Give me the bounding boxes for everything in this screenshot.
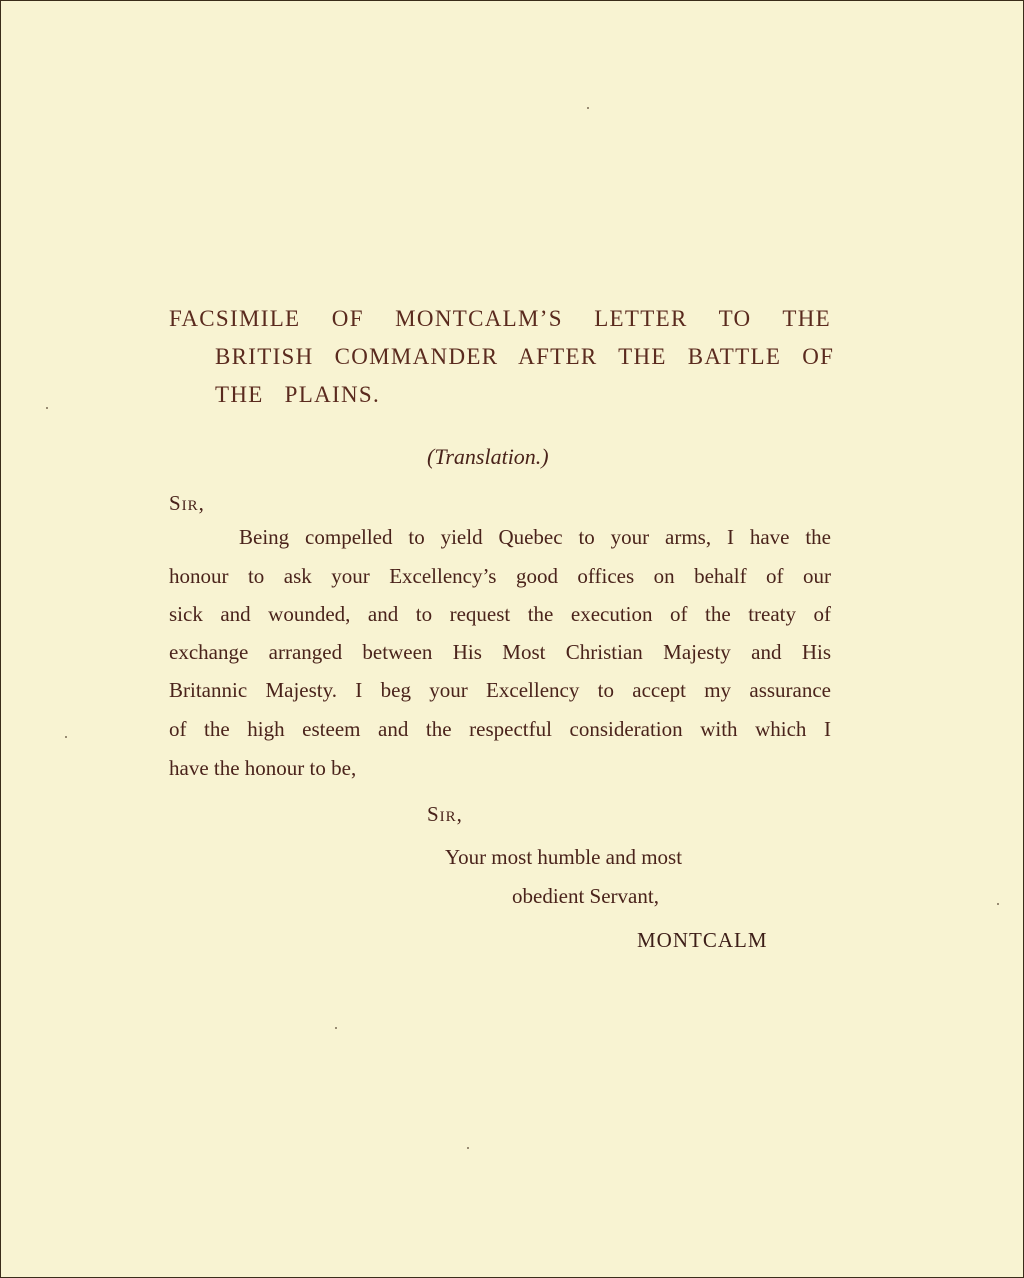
heading-line-1: FACSIMILE OF MONTCALM’S LETTER TO THE [169,306,831,331]
body-line: exchange arranged between His Most Christian Majesty and His [169,640,831,664]
paper-speck [587,107,589,109]
paper-speck [65,736,67,738]
heading-line-2: BRITISH COMMANDER AFTER THE BATTLE OF [215,344,835,369]
salutation: Sir, [169,491,205,515]
paper-speck [467,1147,469,1149]
translation-label: (Translation.) [427,444,549,469]
body-line: Britannic Majesty. I beg your Excellency to accept my assurance [169,678,831,702]
closing-line-1: Your most humble and most [445,845,683,869]
paper-speck [335,1027,337,1029]
paper-speck [997,903,999,905]
body-line: have the honour to be, [169,756,357,780]
body-line: of the high esteem and the respectful consideration with which I [169,717,831,741]
paper-speck [46,407,48,409]
heading-line-3: THE PLAINS. [215,382,381,407]
closing-salutation: Sir, [427,802,463,826]
body-line: honour to ask your Excellency’s good offices on behalf of our [169,564,831,588]
signature: MONTCALM [637,928,768,952]
closing-line-2: obedient Servant, [512,884,659,908]
body-line: sick and wounded, and to request the execution of the treaty of [169,602,831,626]
body-line: Being compelled to yield Quebec to your arms, I have the [239,525,831,549]
